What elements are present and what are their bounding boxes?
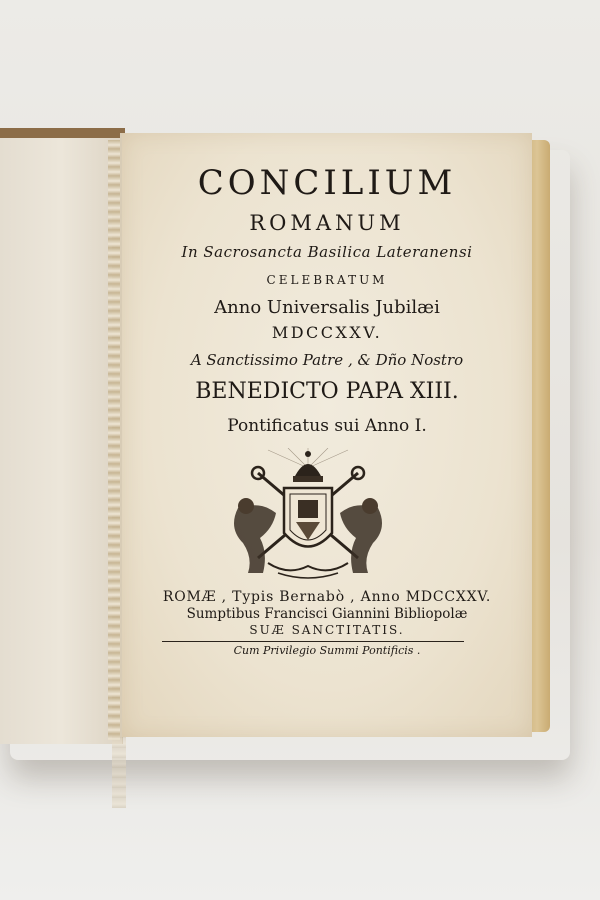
title-line-romanum: ROMANUM bbox=[249, 211, 405, 235]
imprint-rule bbox=[162, 641, 464, 642]
dedication-line: A Sanctissimo Patre , & Dño Nostro bbox=[190, 351, 464, 369]
subtitle-celebratum: CELEBRATUM bbox=[266, 273, 388, 287]
title-page bbox=[120, 133, 532, 737]
pontificate-year: Pontificatus sui Anno I. bbox=[227, 416, 427, 436]
subtitle-jubilee: Anno Universalis Jubilæi bbox=[214, 297, 440, 318]
pope-name: BENEDICTO PAPA XIII. bbox=[195, 379, 459, 404]
subtitle-basilica: In Sacrosancta Basilica Lateranensi bbox=[181, 243, 473, 261]
torn-page-edges bbox=[108, 140, 120, 740]
left-endpaper bbox=[0, 138, 123, 744]
title-line-concilium: CONCILIUM bbox=[197, 163, 457, 203]
imprint-place-printer: ROMÆ , Typis Bernabò , Anno MDCCXXV. bbox=[162, 589, 492, 605]
coat-of-arms-icon bbox=[218, 448, 398, 583]
privilege-line: Cum Privilegio Summi Pontificis . bbox=[233, 644, 421, 657]
imprint-sanctitatis: SUÆ SANCTITATIS. bbox=[249, 623, 405, 637]
year-roman-numerals: MDCCXXV. bbox=[271, 323, 383, 342]
imprint-publisher: Sumptibus Francisci Giannini Bibliopolæ bbox=[186, 606, 468, 622]
